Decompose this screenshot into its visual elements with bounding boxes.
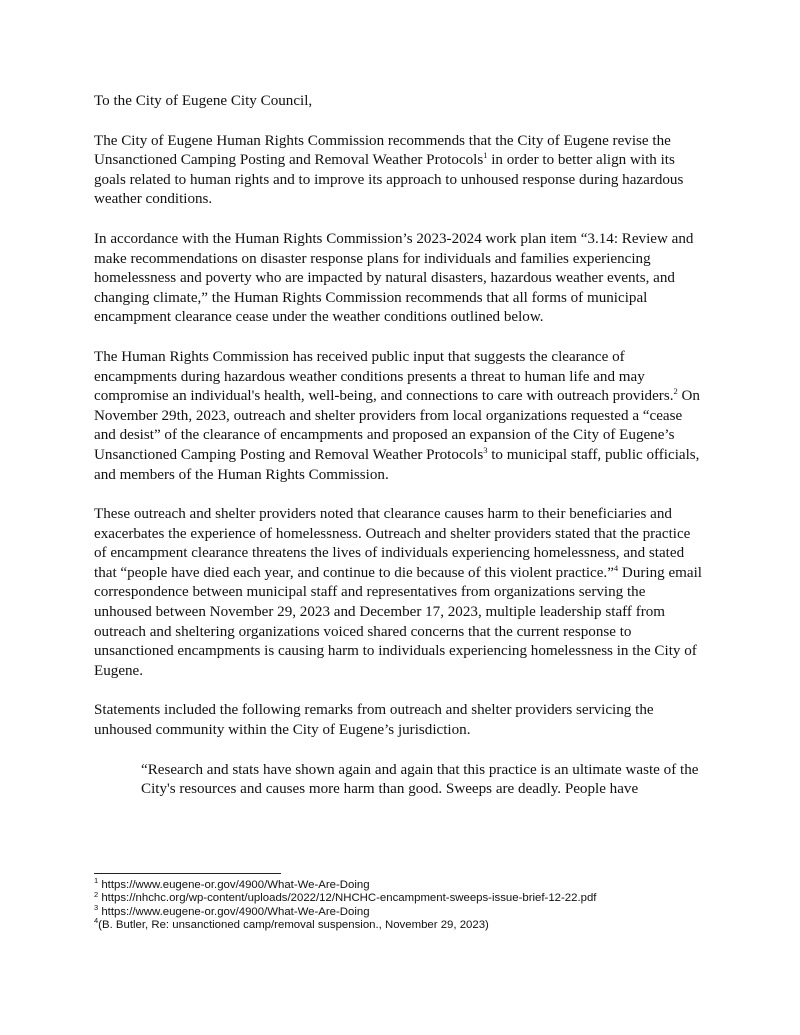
footnote-2 <box>94 889 734 905</box>
paragraph-3-text-c: to municipal staff, public officials, and members of the Human Rights Commission. <box>94 446 700 483</box>
paragraph-3-text-a: The Human Rights Commission has received public input that suggests the clearance of encampments during hazardous weather conditions presents a threat to human life and may compromise an individual's health, well-being, and connections to care with outreach providers. <box>94 348 674 405</box>
paragraph-5: Statements included the following remarks from outreach and shelter providers servicing the unhoused community within the City of Eugene’s jurisdiction. <box>94 702 654 739</box>
footnote-divider <box>94 873 281 874</box>
paragraph-1 <box>94 132 706 210</box>
footnote-ref-1: 1 <box>483 150 488 161</box>
paragraph-3-text-b: On November 29th, 2023, outreach and shelter providers from local organizations requested a “cease and desist” of the clearance of encampments and proposed an expansion of the City of Eugene’s Unsanctioned Camping Posting and Removal Weather Protocols <box>94 388 700 463</box>
letter-body <box>94 92 706 800</box>
footnote-text: https://www.eugene-or.gov/4900/What-We-Are-Doing <box>98 905 370 918</box>
footnote-text: (B. Butler, Re: unsanctioned camp/removal suspension., November 29, 2023) <box>98 919 489 932</box>
footnote-ref-3: 3 <box>483 444 488 455</box>
footnote-ref-2: 2 <box>673 386 678 397</box>
footnote-number: 2 <box>94 889 99 899</box>
footnote-number: 1 <box>94 876 99 886</box>
footnote-3 <box>94 903 734 919</box>
footnotes <box>94 876 734 933</box>
footnote-text: https://www.eugene-or.gov/4900/What-We-Are-Doing <box>98 879 370 891</box>
footnote-number: 3 <box>94 903 99 913</box>
paragraph-1-text-a: The City of Eugene Human Rights Commission recommends that the City of Eugene revise the Unsanctioned Camping Posting and Removal Weather Protocols <box>94 132 671 169</box>
paragraph-4 <box>94 505 706 681</box>
paragraph-4-text-b: During email correspondence between municipal staff and representatives from organizations serving the unhoused between November 29, 2023 and December 17, 2023, multiple leadership staff from outreach and sheltering organizations voiced shared concerns that the current response to unsanctioned encampments is causing harm to individuals experiencing homelessness in the City of Eugene. <box>94 564 702 679</box>
footnote-text: https://nhchc.org/wp-content/uploads/2022/12/NHCHC-encampment-sweeps-issue-brief-12-22.pdf <box>98 892 597 905</box>
paragraph-2: In accordance with the Human Rights Commission’s 2023-2024 work plan item “3.14: Review and make recommendations on disaster response plans for individuals and families experiencing homelessness and poverty who are impacted by natural disasters, hazardous weather events, and changing climate,” the Human Rights Commission recommends that all forms of municipal encampment clearance cease under the weather conditions outlined below. <box>94 230 694 326</box>
paragraph-4-text-a: These outreach and shelter providers noted that clearance causes harm to their beneficiaries and exacerbates the experience of homelessness. Outreach and shelter providers stated that the practice of encampment clearance threatens the lives of individuals experiencing homelessness, and stated that “people have died each year, and continue to die because of this violent practice.” <box>94 506 691 581</box>
footnote-ref-4: 4 <box>613 562 619 573</box>
footnote-number: 4 <box>94 916 99 926</box>
block-quote: “Research and stats have shown again and again that this practice is an ultimate waste of the City's resources and causes more harm than good. Sweeps are deadly. People have <box>141 761 699 798</box>
footnote-1 <box>94 876 734 892</box>
salutation: To the City of Eugene City Council, <box>94 93 313 109</box>
paragraph-1-text-b: in order to better align with its goals related to human rights and to improve its approach to unhoused response during hazardous weather conditions. <box>94 152 684 208</box>
paragraph-3 <box>94 348 706 485</box>
footnote-4 <box>94 916 734 932</box>
